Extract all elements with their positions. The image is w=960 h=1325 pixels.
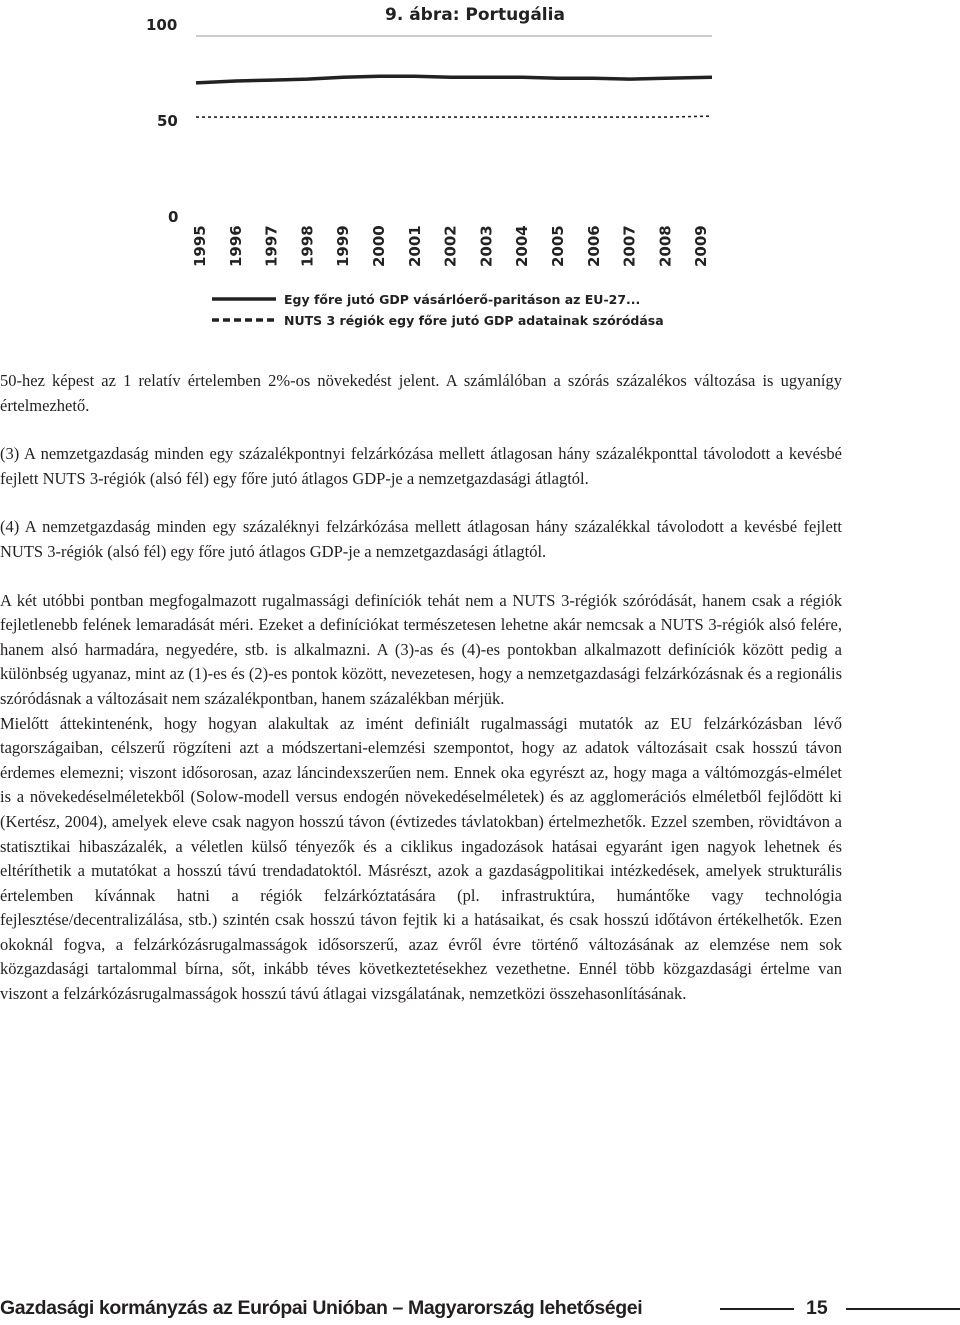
x-tick-1997: 1997 xyxy=(262,225,281,267)
paragraph-1: 50-hez képest az 1 relatív értelemben 2%-os növekedést jelent. A számlálóban a szórás százalékos változása is ugyanígy értelmezhető. xyxy=(0,371,842,415)
paragraph-4: A két utóbbi pontban megfogalmazott rugalmassági definíciók tehát nem a NUTS 3-régiók szóródását, hanem csak a régiók fejletlenebb felének lemaradását méri. Ezeket a definíciókat természetesen lehetne akár nemcsak a NUTS 3-régiók alsó felére, hanem alsó harmadára, negyedére, stb. is alkalmazni. A (3)-as és (4)-es pontokban alkalmazott definíciók között pedig a különbség ugyanaz, mint az (1)-es és (2)-es pontok között, nevezetesen, hogy a nemzetgazdasági felzárkózásnak és a regionális szóródásnak a változásait nem százalékpontban, hanem százalékban mérjük. xyxy=(0,590,842,708)
footer-rule-right xyxy=(846,1308,960,1310)
x-tick-1998: 1998 xyxy=(298,225,317,267)
x-tick-1999: 1999 xyxy=(334,225,353,267)
x-tick-2006: 2006 xyxy=(584,225,603,267)
x-tick-1996: 1996 xyxy=(226,225,245,267)
line-chart xyxy=(130,0,730,335)
legend-label-solid: Egy főre jutó GDP vásárlóerő-paritáson az EU-27... xyxy=(284,292,641,307)
x-tick-2008: 2008 xyxy=(656,225,675,267)
x-tick-2005: 2005 xyxy=(549,225,567,267)
chart-title: 9. ábra: Portugália xyxy=(385,5,565,25)
x-tick-2007: 2007 xyxy=(620,225,639,267)
figure-portugal xyxy=(130,0,730,335)
legend-label-dashed: NUTS 3 régiók egy főre jutó GDP adatainak szóródása xyxy=(284,313,664,328)
paragraph-2: (3) A nemzetgazdaság minden egy százalékpontnyi felzárkózása mellett átlagosan hány százalékponttal távolodott a kevésbé fejlett NUTS 3-régiók (alsó fél) egy főre jutó átlagos GDP-je a nemzetgazdasági átlagtól. xyxy=(0,444,842,488)
paragraph-5: Mielőtt áttekintenénk, hogy hogyan alakultak az imént definiált rugalmassági mutatók az EU felzárkózásban lévő tagországaiban, célszerű rögzíteni azt a módszertani-elemzési szempontot, hogy az adatok változásait csak hosszú távon érdemes elemezni; viszont idősorosan, azaz láncindexszerűen nem. Ennek oka egyrészt az, hogy maga a váltómozgás-elmélet is a növekedéselméletekből (Solow-modell versus endogén növekedéselméletek) és az agglomerációs elméletből fejlődött ki (Kertész, 2004), amelyek eleve csak nagyon hosszú távon (évtizedes távlatokban) értelmezhetők. Ezzel szemben, rövidtávon a statisztikai hibaszázalék, a véletlen külső tényezők és a ciklikus ingadozások hatásai egyaránt igen nagyok lehetnek és eltéríthetik a mutatókat a hosszú távú trendadatoktól. Másrészt, azok a gazdaságpolitikai intézkedések, amelyek strukturális értelemben kívánnak hatni a régiók felzárkóztatására (pl. infrastruktúra, humántőke vagy technológia fejlesztése/decentralizálása, stb.) szintén csak hosszú távon fejtik ki a hatásaikat, és csak hosszú időtávon értékelhetők. Ezen okoknál fogva, a felzárkózásrugalmasságok idősorszerű, azaz évről évre történő változásának az elemzése nem sok közgazdasági tartalommal bírna, sőt, inkább téves következtetésekhez vezethetne. Ennél több közgazdasági értelme van viszont a felzárkózásrugalmasságok hosszú távú átlagai vizsgálatának, nemzetközi összehasonlításának. xyxy=(0,713,842,1004)
x-tick-2002: 2002 xyxy=(441,225,460,267)
footer-title: Gazdasági kormányzás az Európai Unióban – Magyarország lehetőségei xyxy=(0,1297,643,1319)
page-footer xyxy=(0,1295,960,1325)
legend xyxy=(212,292,664,328)
x-tick-2004: 2004 xyxy=(513,225,532,267)
y-tick-0: 0 xyxy=(168,208,179,226)
series-layer xyxy=(196,76,712,117)
y-tick-100: 100 xyxy=(146,16,178,34)
series-line-2 xyxy=(196,116,712,117)
x-axis-ticks xyxy=(191,225,710,267)
paragraph-3: (4) A nemzetgazdaság minden egy százaléknyi felzárkózása mellett átlagosan hány százalékkal távolodott a kevésbé fejlett NUTS 3-régiók (alsó fél) egy főre jutó átlagos GDP-je a nemzetgazdasági átlagtól. xyxy=(0,517,842,561)
y-tick-50: 50 xyxy=(157,112,178,130)
x-tick-2003: 2003 xyxy=(477,225,496,267)
x-tick-2009: 2009 xyxy=(692,225,711,267)
series-line-1 xyxy=(196,76,712,83)
footer-rule-left xyxy=(720,1308,794,1310)
x-tick-2001: 2001 xyxy=(405,225,424,267)
x-tick-1995: 1995 xyxy=(191,225,209,267)
x-tick-2000: 2000 xyxy=(370,225,388,267)
page-number: 15 xyxy=(806,1297,828,1319)
body-text xyxy=(0,369,842,1007)
